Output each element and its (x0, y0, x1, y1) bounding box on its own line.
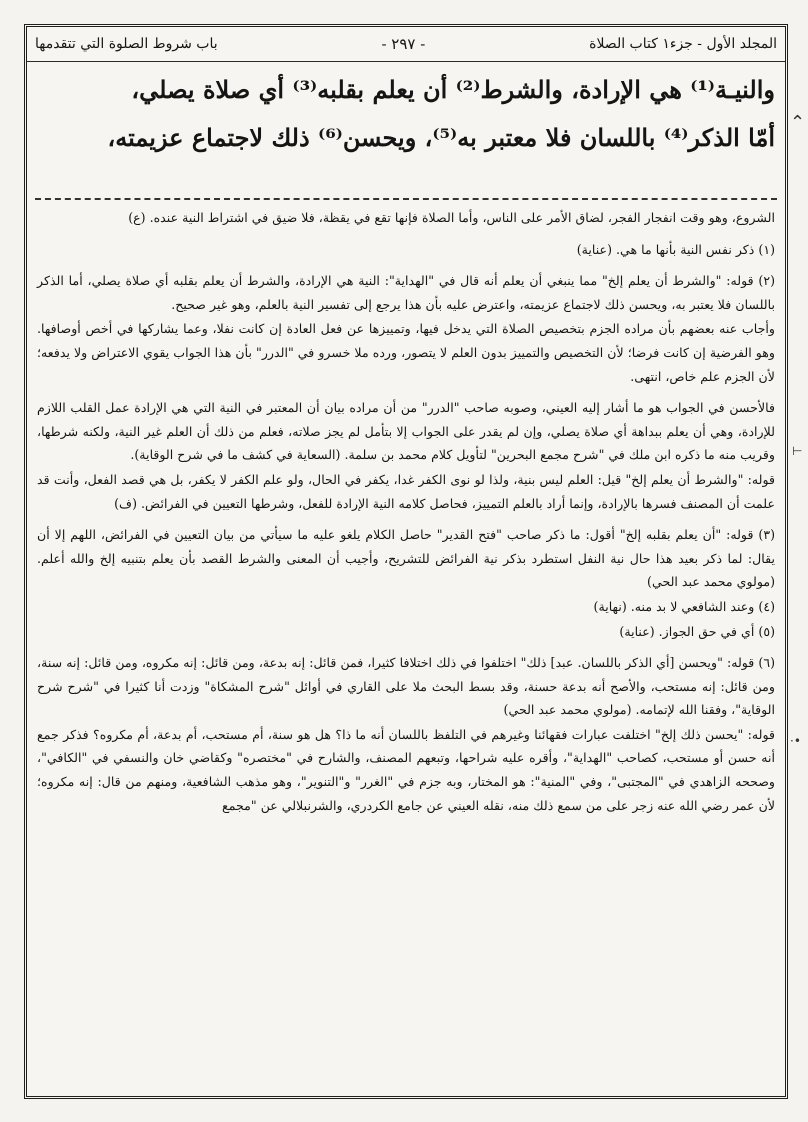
commentary-paragraph: قوله: "يحسن ذلك إلخ" اختلفت عبارات فقهائنا وغيرهم في التلفظ باللسان أنه ما ذا؟ هل هو سنة، أم مستحب، أم بدعة، أم مكروه؟ فذكر جمع أنه حسن أو مستحب، كصاحب "الهداية"، وأقره عليه شراحها، وتبعهم المصنف، والشارح في "مختصره" وكقاضي خان والنسفي في "الكافي"، وصححه الزاهدي في "المجتبى"، وفي "المنية": هو المختار، وبه جزم في "الغرر" و"التنوير"، وهو مذهب الشافعية، ومنهم من قال: إنه مكروه؛ لأن عمر رضي الله عنه زجر على من سمع ذلك منه، نقله العيني عن جامع الكردري، والشرنبلالي عن "مجمع (37, 726, 775, 813)
commentary-paragraph: قوله: "والشرط أن يعلم إلخ" قيل: العلم ليس بنية، ولذا لو نوى الكفر غدا، يكفر في الحال، ولو علم الكفر لا يكفر، بل هي قصد الفعل، وأنت قد علمت أن المصنف فسرها بالإرادة، وإنما أراد بالعلم التمييز، فحاصل كلامه النية الإرادة للفعل، وشرطها التعيين في الفرائض. (ف) (37, 471, 775, 511)
main-text-line: أمّا الذكر⁽⁴⁾ باللسان فلا معتبر به⁽⁵⁾، ويحسن⁽⁶⁾ ذلك لاجتماع عزيمته، (107, 123, 775, 152)
header-chapter-title: باب شروط الصلوة التي تتقدمها (35, 36, 218, 52)
footnote-1: (١) ذكر نفس النية بأنها ما هي. (عناية) (576, 241, 775, 257)
scan-mark: ⌃ (790, 112, 806, 133)
scan-mark: ⊢ (792, 444, 803, 458)
page-number: - ٢٩٧ - (381, 35, 426, 53)
footnote-3: (٣) قوله: "أن يعلم بقلبه إلخ" أقول: ما ذكر صاحب "فتح القدير" حاصل الكلام يلغو عليه ما سيأتي من بيان التعيين في الفرائض، اللهم إلا أن يقال: لما ذكر بعيد هذا حال نية النفل استطرد بذكر نية الفرائض للتشريح، وأجيب أن المعنى والشرط القصد بأن يعلم بتنبيه إلخ والله أعلم. (مولوي محمد عبد الحي) (37, 527, 775, 590)
book-page (24, 24, 788, 1099)
footnote-6: (٦) قوله: "ويحسن [أي الذكر باللسان. عبد] ذلك" اختلفوا في ذلك اختلافا كثيرا، فمن قائل: إنه بدعة، ومن قائل: إنه مكروه، ومن قائل: إنه سنة، ومن قائل: إنه مستحب، والأصح أنه بدعة حسنة، وقد بسط البحث ملا على القاري في أوائل "شرح المشكاة" وزدت أنا كثيرا في "شرح شرح الوقاية"، وفقنا الله لإتمامه. (مولوي محمد عبد الحي) (37, 655, 775, 718)
main-text-line: والنيـة⁽¹⁾ هي الإرادة، والشرط⁽²⁾ أن يعلم بقلبه⁽³⁾ أي صلاة يصلي، (131, 75, 775, 104)
main-text (27, 62, 785, 170)
footnote-2: (٢) قوله: "والشرط أن يعلم إلخ" مما ينبغي أن يعلم أنه قال في "الهداية": النية هي الإرادة، والشرط أن يعلم بقلبه أي صلاة يصلي، أما الذكر باللسان فلا يعتبر به، ويحسن ذلك لاجتماع عزيمته، واعترض عليه بأن هذا يرجع إلى تفسير النية بالعلم، وهو غير صحيح. (37, 273, 775, 312)
page-header (27, 27, 785, 62)
commentary (27, 200, 785, 817)
commentary-paragraph: فالأحسن في الجواب هو ما أشار إليه العيني، وصوبه صاحب "الدرر" من أن مراده بيان أن المعتبر في النية التي هي الإرادة عمل القلب اللازم للإرادة، وهي أن يعلم ببداهة أي صلاة يصلي، وإن لم يقدر على الجواب إلا بتأمل لم يجز صلاته، فعلم من ذلك أن العلم غير النية، ولكنه شرطها، وقريب منه ما ذكره ابن ملك في "شرح مجمع البحرين" لتأويل كلام محمد بن سلمة. (السعاية في كشف ما في شرح الوقاية). (37, 400, 775, 463)
header-book-title: المجلد الأول - جزء١ كتاب الصلاة (589, 36, 777, 52)
footnote-4: (٤) وعند الشافعي لا بد منه. (نهاية) (593, 598, 775, 614)
commentary-paragraph: الشروع، وهو وقت انفجار الفجر، لضاق الأمر على الناس، وأما الصلاة فإنها تقع في يقظة، فلا ضيق في اشتراط النية عنده. (ع) (128, 210, 775, 225)
footnote-5: (٥) أي في حق الجواز. (عناية) (619, 623, 775, 639)
scan-mark: ·• (790, 734, 801, 748)
commentary-paragraph: وأجاب عنه بعضهم بأن مراده الجزم بتخصيص الصلاة التي يدخل فيها، وتمييزها عن فعل العادة إن كانت نفلا، وعما يشاركها في أخص أوصافها. وهو الفرضية إن كانت فرضا؛ لأن التخصيص والتمييز بدون العلم لا يتصور، ورده ملا خسرو في "الدرر" بأن هذا الجواب يقوي الاعتراض ولا يدفعه؛ لأن الجزم علم خاص، انتهى. (37, 321, 775, 384)
